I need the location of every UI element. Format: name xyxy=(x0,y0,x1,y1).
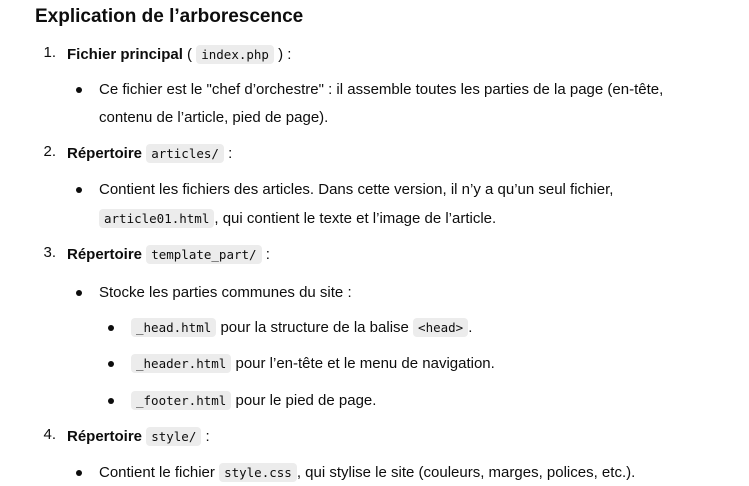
list-item-heading xyxy=(67,143,232,165)
sub-bullet-period: . xyxy=(468,319,473,336)
inline-code: style/ xyxy=(146,427,201,446)
bullet-text-continued xyxy=(99,208,496,230)
list-number: 3. xyxy=(43,244,56,261)
item-suffix: : xyxy=(205,428,210,445)
sub-bullet-text xyxy=(131,390,376,412)
bullet-icon xyxy=(76,187,82,193)
sub-bullet-text xyxy=(131,317,472,339)
bullet-icon xyxy=(76,290,82,296)
sub-bullet-icon xyxy=(108,325,114,331)
inline-code: <head> xyxy=(413,318,468,337)
list-number: 2. xyxy=(43,143,56,160)
item-label: Répertoire xyxy=(67,246,143,263)
sub-bullet-icon xyxy=(108,398,114,404)
inline-code: template_part/ xyxy=(146,245,261,264)
bullet-text xyxy=(99,462,635,484)
bullet-text-continued: contenu de l’article, pied de page). xyxy=(99,109,329,126)
sub-bullet-desc: pour l’en-tête et le menu de navigation. xyxy=(235,355,495,372)
sub-bullet-icon xyxy=(108,361,114,367)
item-label: Fichier principal xyxy=(67,46,183,63)
list-number: 4. xyxy=(43,426,56,443)
bullet-text-lead: Contient le fichier xyxy=(99,464,215,481)
sub-bullet-text xyxy=(131,353,495,375)
inline-code: index.php xyxy=(196,45,274,64)
item-label: Répertoire xyxy=(67,145,143,162)
inline-code: article01.html xyxy=(99,209,214,228)
list-item-heading xyxy=(67,244,270,266)
list-item-heading xyxy=(67,426,210,448)
inline-code: style.css xyxy=(219,463,297,482)
item-paren-open: ( xyxy=(187,46,193,63)
item-suffix: ) : xyxy=(278,46,292,63)
bullet-icon xyxy=(76,470,82,476)
inline-code: _footer.html xyxy=(131,391,231,410)
sub-bullet-desc: pour le pied de page. xyxy=(235,392,377,409)
inline-code: articles/ xyxy=(146,144,224,163)
bullet-text: Stocke les parties communes du site : xyxy=(99,284,352,301)
item-suffix: : xyxy=(228,145,233,162)
item-label: Répertoire xyxy=(67,428,143,445)
section-heading: Explication de l’arborescence xyxy=(35,6,304,27)
sub-bullet-desc: pour la structure de la balise xyxy=(220,319,409,336)
inline-code: _header.html xyxy=(131,354,231,373)
bullet-text: Ce fichier est le "chef d’orchestre" : il assemble toutes les parties de la page (en-tête, xyxy=(99,81,664,98)
inline-code: _head.html xyxy=(131,318,216,337)
bullet-text-tail: , qui contient le texte et l’image de l’article. xyxy=(214,210,497,227)
list-item-heading xyxy=(67,44,291,66)
bullet-text-tail: , qui stylise le site (couleurs, marges, polices, etc.). xyxy=(296,464,636,481)
item-suffix: : xyxy=(265,246,270,263)
list-number: 1. xyxy=(43,44,56,61)
bullet-text: Contient les fichiers des articles. Dans cette version, il n’y a qu’un seul fichier, xyxy=(99,181,614,198)
bullet-icon xyxy=(76,87,82,93)
